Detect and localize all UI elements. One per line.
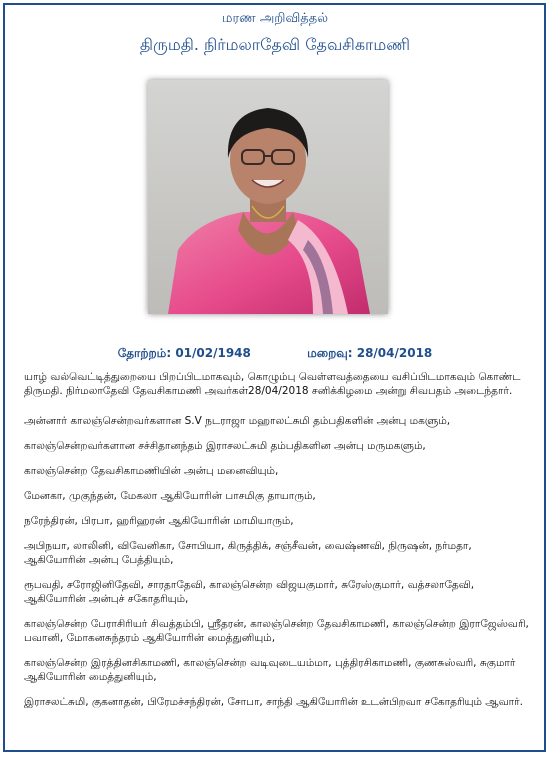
paragraph-daughter: அன்னார் காலஞ்சென்றவர்களான S.V நடராஜா மஹாலட்சுமி தம்பதிகளின் அன்பு மகளும்,: [24, 415, 451, 427]
paragraph-sister-in-law-2: காலஞ்சென்ற இரத்தினசிகாமணி, காலஞ்சென்ற வடிவுடையம்மா, புத்திரசிகாமணி, குணசுஸ்வரி, சுகுமார் ஆகியோரின் மைத்துனியும்,: [24, 657, 516, 683]
death-date: 28/04/2018: [356, 346, 433, 360]
death-info: [307, 346, 432, 362]
paragraph-mother-in-law: நரேந்திரன், பிரபா, ஹரிஹரன் ஆகியோரின் மாமியாரும்,: [24, 515, 294, 527]
notice-body: [24, 370, 529, 720]
birth-info: [118, 346, 251, 362]
birth-label: தோற்றம்:: [117, 346, 172, 360]
paragraph-grandmother: அபிநயா, லாலினி, விவேனிகா, சோபியா, கிருத்திக், சஞ்சீவன், வைஷ்ணவி, நிருஷன், நர்மதா, ஆகியோரின் அன்பு பேத்தியும்,: [24, 540, 472, 566]
paragraph-sister-in-law-1: காலஞ்சென்ற பேராசிரியர் சிவத்தம்பி, ஸ்ரீதரன், காலஞ்சென்ற தேவசிகாமணி, காலஞ்சென்ற இராஜேஸ்வரி, பவானி, மோகனசுந்தரம் ஆகியோரின் மைத்துனியும்,: [24, 618, 529, 644]
paragraph-foster-sister: இராசலட்சுமி, குகனாதன், பிரேமச்சந்திரன், சோபா, சாந்தி ஆகியோரின் உடன்பிறவா சகோதரியும் ஆவார்.: [24, 696, 523, 708]
header: [0, 10, 550, 56]
paragraph-sister: ரூபவதி, சரோஜினிதேவி, சாரதாதேவி, காலஞ்சென்ற விஜயகுமார், சுரேஸ்குமார், வத்சலாதேவி, ஆகியோரின் அன்புச் சகோதரியும்,: [24, 579, 475, 605]
paragraph-mother: மேனகா, முகுந்தன், மேகலா ஆகியோரின் பாசமிகு தாயாரும்,: [24, 490, 316, 502]
portrait-illustration: [148, 80, 388, 314]
death-label: மறைவு:: [307, 346, 353, 360]
paragraph-wife: காலஞ்சென்ற தேவசிகாமணியின் அன்பு மனைவியும்,: [24, 465, 279, 477]
paragraph-daughter-in-law: காலஞ்சென்றவர்களான சச்சிதானந்தம் இராசலட்சுமி தம்பதிகளின அன்பு மருமகளும்,: [24, 440, 426, 452]
deceased-name: திருமதி. நிர்மலாதேவி தேவசிகாமணி: [139, 35, 411, 54]
portrait-photo: [148, 80, 388, 314]
birth-date: 01/02/1948: [175, 346, 251, 360]
paragraph-intro: யாழ் வல்வெட்டித்துறையை பிறப்பிடமாகவும், கொழும்பு வெள்ளவத்தையை வசிப்பிடமாகவும் கொண்ட திருமதி. நிர்மலாதேவி தேவசிகாமணி அவர்கள்28/04/2018 சனிக்கிழமை அன்று சிவபதம் அடைந்தார்.: [24, 371, 521, 397]
dates-row: [0, 346, 550, 362]
notice-title: மரண அறிவித்தல்: [222, 11, 328, 26]
